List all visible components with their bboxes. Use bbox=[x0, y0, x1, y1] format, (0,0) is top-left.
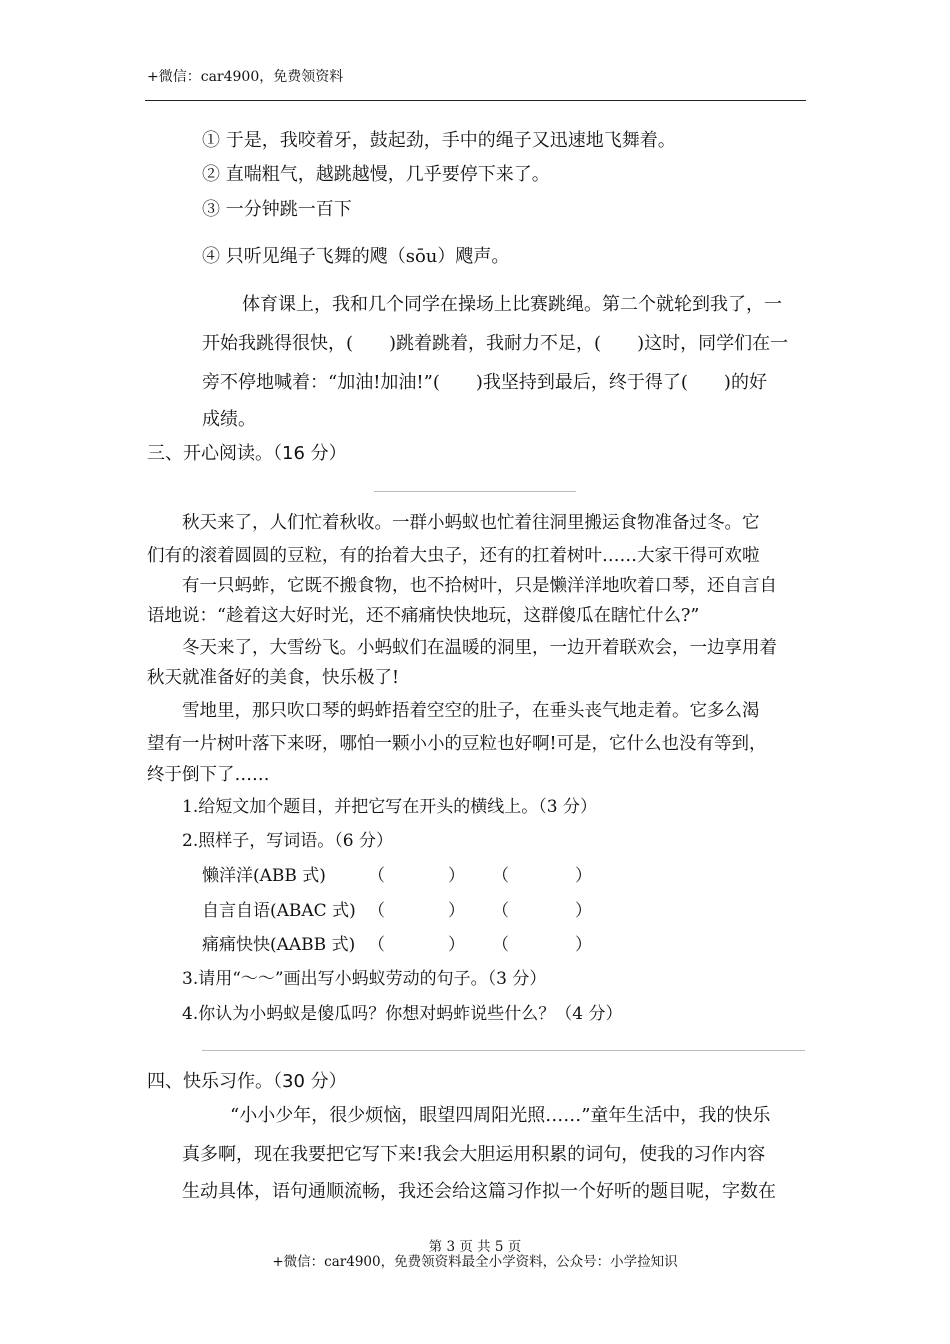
fill-paragraph-line-1: 体育课上，我和几个同学在操场上比赛跳绳。第二个就轮到我了，一 bbox=[242, 294, 782, 315]
option-4: ④ 只听见绳子飞舞的飕（sōu）飕声。 bbox=[202, 246, 510, 267]
word-label-1: 懒洋洋(ABB 式) bbox=[202, 866, 326, 886]
passage-line-4: 语地说：“趁着这大好时光，还不痛痛快快地玩，这群傻瓜在瞎忙什么?” bbox=[147, 606, 700, 626]
option-2: ② 直喘粗气，越跳越慢，几乎要停下来了。 bbox=[202, 164, 550, 185]
passage-line-2: 们有的滚着圆圆的豆粒，有的抬着大虫子，还有的扛着树叶……大家干得可欢啦 bbox=[147, 546, 760, 566]
word-label-2: 自言自语(ABAC 式) bbox=[202, 901, 356, 921]
paren-open: （ bbox=[492, 866, 509, 886]
passage-line-5: 冬天来了，大雪纷飞。小蚂蚁们在温暖的洞里，一边开着联欢会，一边享用着 bbox=[182, 638, 777, 658]
paren-open: （ bbox=[492, 901, 509, 921]
page-number: 第 3 页 共 5 页 bbox=[428, 1239, 522, 1255]
passage-line-7: 雪地里，那只吹口琴的蚂蚱捂着空空的肚子，在垂头丧气地走着。它多么渴 bbox=[182, 701, 760, 721]
paren-close: ） bbox=[575, 935, 592, 955]
paren-open: （ bbox=[492, 935, 509, 955]
passage-line-1: 秋天来了，人们忙着秋收。一群小蚂蚁也忙着往洞里搬运食物准备过冬。它 bbox=[182, 513, 760, 533]
question-1: 1.给短文加个题目，并把它写在开头的横线上。（3 分） bbox=[182, 797, 597, 817]
passage-line-6: 秋天就准备好的美食，快乐极了! bbox=[147, 668, 400, 688]
word-label-3: 痛痛快快(AABB 式) bbox=[202, 935, 356, 955]
section-4-title: 四、快乐习作。（30 分） bbox=[147, 1071, 347, 1092]
page-header-note: +微信：car4900，免费领资料 bbox=[147, 69, 344, 85]
writing-prompt-line-1: “小小少年，很少烦恼，眼望四周阳光照……”童年生活中，我的快乐 bbox=[230, 1105, 771, 1126]
paren-close: ） bbox=[448, 901, 465, 921]
title-answer-line bbox=[374, 491, 576, 492]
option-1: ① 于是，我咬着牙，鼓起劲，手中的绳子又迅速地飞舞着。 bbox=[202, 130, 676, 151]
fill-paragraph-line-3: 旁不停地喊着：“加油!加油!”( )我坚持到最后，终于得了( )的好 bbox=[202, 372, 767, 393]
header-divider bbox=[145, 100, 806, 101]
paren-open: （ bbox=[368, 901, 385, 921]
paren-close: ） bbox=[575, 901, 592, 921]
paren-open: （ bbox=[368, 935, 385, 955]
paren-open: （ bbox=[368, 866, 385, 886]
question-4: 4.你认为小蚂蚁是傻瓜吗？你想对蚂蚱说些什么？（4 分） bbox=[182, 1004, 623, 1024]
passage-line-9: 终于倒下了…… bbox=[147, 765, 270, 785]
question-2: 2.照样子，写词语。（6 分） bbox=[182, 831, 393, 851]
answer-line bbox=[202, 1050, 805, 1051]
question-3: 3.请用“～～”画出写小蚂蚁劳动的句子。（3 分） bbox=[182, 969, 547, 989]
paren-close: ） bbox=[448, 866, 465, 886]
footer-note: +微信：car4900，免费领资料最全小学资料，公众号：小学捡知识 bbox=[272, 1254, 678, 1270]
passage-line-8: 望有一片树叶落下来呀，哪怕一颗小小的豆粒也好啊!可是，它什么也没有等到， bbox=[147, 734, 767, 754]
paren-close: ） bbox=[448, 935, 465, 955]
writing-prompt-line-2: 真多啊，现在我要把它写下来!我会大胆运用积累的词句，使我的习作内容 bbox=[182, 1144, 766, 1165]
passage-line-3: 有一只蚂蚱，它既不搬食物，也不拾树叶，只是懒洋洋地吹着口琴，还自言自 bbox=[182, 576, 777, 596]
writing-prompt-line-3: 生动具体，语句通顺流畅，我还会给这篇习作拟一个好听的题目呢，字数在 bbox=[182, 1181, 776, 1202]
fill-paragraph-line-2: 开始我跳得很快，( )跳着跳着，我耐力不足，( )这时，同学们在一 bbox=[202, 333, 789, 354]
fill-paragraph-line-4: 成绩。 bbox=[202, 409, 256, 430]
option-3: ③ 一分钟跳一百下 bbox=[202, 199, 352, 220]
paren-close: ） bbox=[575, 866, 592, 886]
section-3-title: 三、开心阅读。（16 分） bbox=[147, 443, 347, 464]
